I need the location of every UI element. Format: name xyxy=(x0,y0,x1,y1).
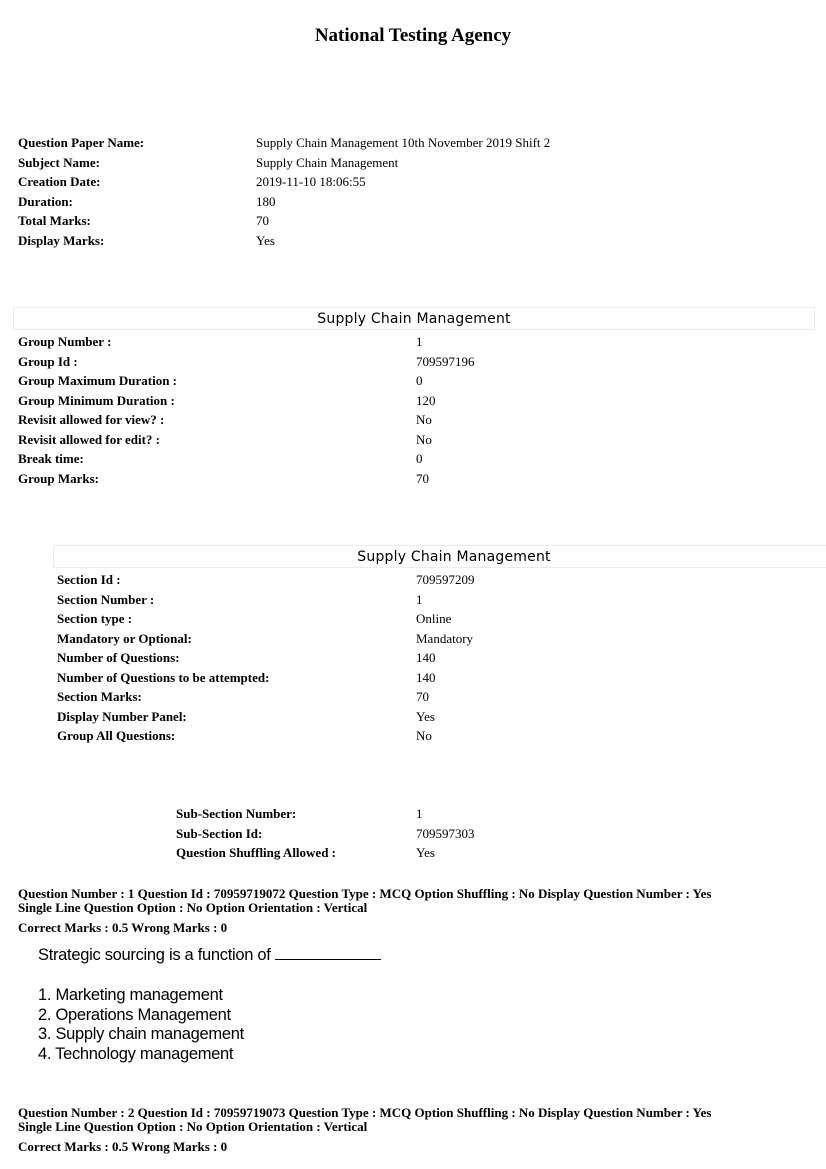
field-value: 120 xyxy=(416,392,436,408)
field-value: Yes xyxy=(256,232,275,248)
field-label: Group Minimum Duration : xyxy=(18,392,175,408)
field-value: Mandatory xyxy=(416,630,474,646)
field-label: Group Id : xyxy=(18,353,78,369)
question-text xyxy=(38,946,381,965)
field-label: Section Marks: xyxy=(57,689,142,704)
field-value: Yes xyxy=(416,708,435,724)
field-value: 709597209 xyxy=(416,572,475,587)
option-list xyxy=(38,986,244,1064)
question-text-content: Strategic sourcing is a function of xyxy=(38,946,271,964)
field-label: Break time: xyxy=(18,451,84,466)
field-label: Group All Questions: xyxy=(57,728,176,743)
field-label: Display Marks: xyxy=(18,232,105,248)
field-label: Group Number : xyxy=(18,334,112,349)
field-value: Supply Chain Management xyxy=(256,154,399,170)
field-label: Duration: xyxy=(18,193,73,209)
field-value: 2019-11-10 18:06:55 xyxy=(256,174,366,189)
option-item: 2. Operations Management xyxy=(38,1005,231,1024)
answer-blank xyxy=(275,947,381,960)
field-label: Revisit allowed for view? : xyxy=(18,412,165,427)
field-value: Supply Chain Management 10th November 2019 Shift 2 xyxy=(256,135,551,150)
field-value: 70 xyxy=(416,689,429,704)
field-label: Question Shuffling Allowed : xyxy=(176,845,337,860)
field-value: 1 xyxy=(416,806,423,821)
question-header xyxy=(18,1106,711,1134)
field-label: Section Id : xyxy=(57,572,121,587)
question-header-line: Question Number : 1 Question Id : 70959719072 Question Type : MCQ Option Shuffling : No Display Question Number : Yes xyxy=(18,886,712,901)
field-label: Number of Questions to be attempted: xyxy=(57,669,270,685)
question-header-line: Single Line Question Option : No Option Orientation : Vertical xyxy=(18,1119,368,1134)
field-value: 180 xyxy=(256,193,276,209)
page-title: National Testing Agency xyxy=(314,25,512,46)
group-heading: Supply Chain Management xyxy=(13,307,815,330)
field-label: Sub-Section Id: xyxy=(176,825,263,841)
field-value: 1 xyxy=(416,334,423,349)
field-label: Group Marks: xyxy=(18,470,100,486)
section-heading: Supply Chain Management xyxy=(53,545,826,568)
question-header-line: Question Number : 2 Question Id : 70959719073 Question Type : MCQ Option Shuffling : No Display Question Number : Yes xyxy=(18,1105,712,1120)
field-label: Display Number Panel: xyxy=(57,708,187,724)
field-value: 1 xyxy=(416,591,423,607)
field-label: Question Paper Name: xyxy=(18,135,145,150)
question-header xyxy=(18,887,711,915)
field-value: No xyxy=(416,412,432,427)
field-label: Section type : xyxy=(57,611,133,626)
field-label: Sub-Section Number: xyxy=(176,806,297,821)
field-value: 140 xyxy=(416,669,436,685)
field-value: 0 xyxy=(416,451,423,466)
field-value: 709597303 xyxy=(416,825,475,841)
field-value: 0 xyxy=(416,373,423,388)
field-label: Mandatory or Optional: xyxy=(57,630,192,646)
field-label: Group Maximum Duration : xyxy=(18,373,178,388)
field-value: 140 xyxy=(416,650,436,665)
option-item: 1. Marketing management xyxy=(38,986,223,1004)
question-marks: Correct Marks : 0.5 Wrong Marks : 0 xyxy=(18,920,228,935)
field-value: 70 xyxy=(256,213,269,228)
field-label: Subject Name: xyxy=(18,154,100,170)
field-label: Creation Date: xyxy=(18,174,101,189)
field-label: Number of Questions: xyxy=(57,650,180,665)
field-label: Total Marks: xyxy=(18,213,91,228)
field-value: Yes xyxy=(416,845,435,860)
question-marks: Correct Marks : 0.5 Wrong Marks : 0 xyxy=(18,1139,228,1154)
field-value: No xyxy=(416,728,432,743)
field-label: Section Number : xyxy=(57,591,155,607)
field-value: No xyxy=(416,431,432,447)
question-header-line: Single Line Question Option : No Option Orientation : Vertical xyxy=(18,900,368,915)
field-value: Online xyxy=(416,611,452,626)
field-label: Revisit allowed for edit? : xyxy=(18,431,161,447)
option-item: 3. Supply chain management xyxy=(38,1025,244,1043)
option-item: 4. Technology management xyxy=(38,1044,234,1063)
field-value: 70 xyxy=(416,470,429,486)
field-value: 709597196 xyxy=(416,353,475,369)
